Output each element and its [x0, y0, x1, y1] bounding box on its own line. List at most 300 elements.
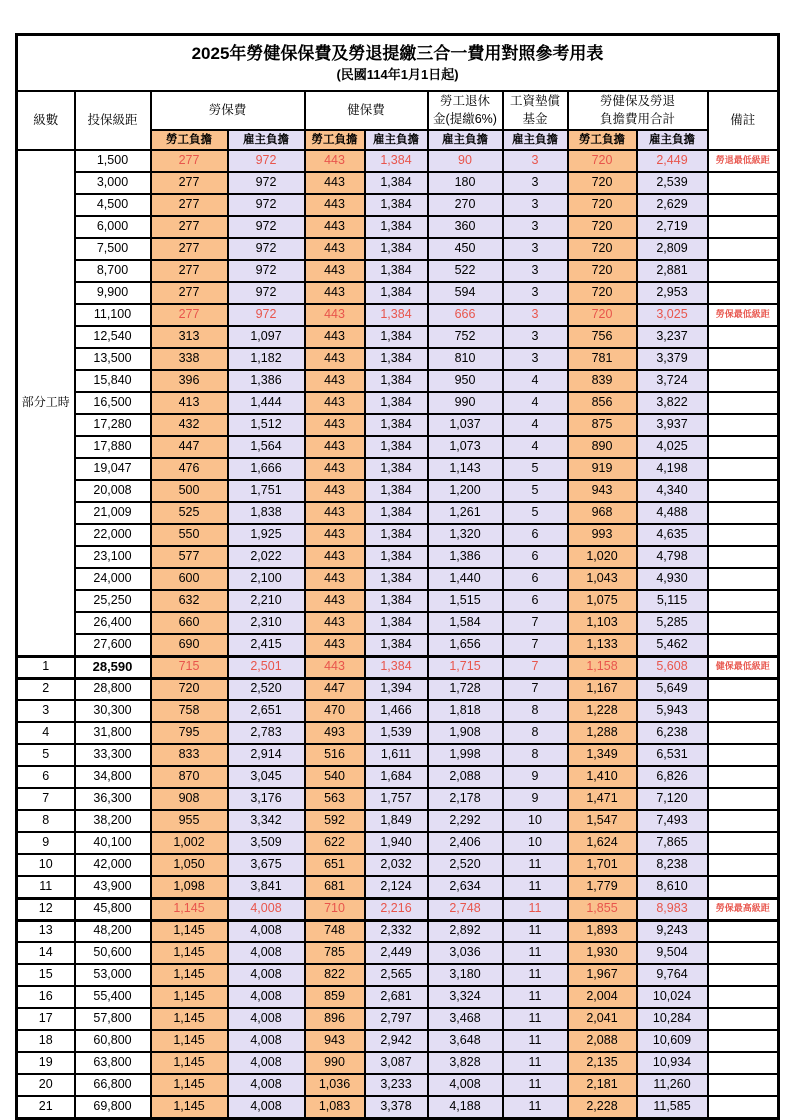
- value-cell-labor-employer: 2,914: [228, 744, 305, 766]
- value-cell-wage-fund-employer: 10: [503, 810, 568, 832]
- value-cell-wage-fund-employer: 11: [503, 898, 568, 920]
- value-cell-total-employer: 2,629: [637, 194, 708, 216]
- value-cell-pension-employer: 1,818: [428, 700, 503, 722]
- table-row: [17, 194, 779, 216]
- remark-cell: [708, 392, 779, 414]
- value-cell-total-employer: 4,930: [637, 568, 708, 590]
- value-cell-total-employee: 1,158: [568, 656, 637, 678]
- bracket-cell: 26,400: [75, 612, 151, 634]
- value-cell-total-employer: 11,585: [637, 1096, 708, 1118]
- value-cell-pension-employer: 752: [428, 326, 503, 348]
- value-cell-pension-employer: 4,188: [428, 1096, 503, 1118]
- value-cell-labor-employee: 1,145: [151, 964, 228, 986]
- value-cell-labor-employer: 972: [228, 282, 305, 304]
- value-cell-wage-fund-employer: 11: [503, 854, 568, 876]
- value-cell-health-employer: 3,233: [365, 1074, 428, 1096]
- bracket-cell: 42,000: [75, 854, 151, 876]
- remark-cell: [708, 1074, 779, 1096]
- value-cell-total-employee: 720: [568, 172, 637, 194]
- value-cell-pension-employer: 3,180: [428, 964, 503, 986]
- level-cell: 1: [17, 656, 75, 678]
- table-body: [17, 150, 779, 1118]
- value-cell-labor-employer: 972: [228, 194, 305, 216]
- value-cell-labor-employer: 1,097: [228, 326, 305, 348]
- value-cell-labor-employee: 758: [151, 700, 228, 722]
- remark-cell: [708, 634, 779, 656]
- value-cell-labor-employer: 3,176: [228, 788, 305, 810]
- value-cell-labor-employee: 277: [151, 282, 228, 304]
- value-cell-labor-employer: 3,342: [228, 810, 305, 832]
- value-cell-total-employee: 993: [568, 524, 637, 546]
- remark-cell: [708, 546, 779, 568]
- level-cell: 4: [17, 722, 75, 744]
- value-cell-labor-employee: 447: [151, 436, 228, 458]
- wage-fund-label-line2: 基金: [522, 111, 548, 126]
- value-cell-labor-employee: 955: [151, 810, 228, 832]
- value-cell-labor-employee: 338: [151, 348, 228, 370]
- level-cell: 21: [17, 1096, 75, 1118]
- value-cell-health-employee: 710: [305, 898, 365, 920]
- value-cell-total-employee: 1,228: [568, 700, 637, 722]
- remark-cell: [708, 854, 779, 876]
- table-row: [17, 502, 779, 524]
- value-cell-health-employee: 443: [305, 194, 365, 216]
- subheader-total-employer: 雇主負擔: [637, 130, 708, 150]
- value-cell-total-employer: 2,539: [637, 172, 708, 194]
- level-cell: 5: [17, 744, 75, 766]
- value-cell-total-employee: 1,779: [568, 876, 637, 898]
- value-cell-wage-fund-employer: 11: [503, 964, 568, 986]
- remark-cell: [708, 1052, 779, 1074]
- value-cell-total-employee: 1,410: [568, 766, 637, 788]
- remark-cell: [708, 216, 779, 238]
- remark-cell: [708, 194, 779, 216]
- value-cell-total-employee: 720: [568, 150, 637, 172]
- value-cell-labor-employer: 972: [228, 304, 305, 326]
- value-cell-wage-fund-employer: 3: [503, 282, 568, 304]
- value-cell-health-employee: 563: [305, 788, 365, 810]
- value-cell-health-employer: 1,757: [365, 788, 428, 810]
- value-cell-labor-employee: 795: [151, 722, 228, 744]
- value-cell-labor-employer: 1,564: [228, 436, 305, 458]
- value-cell-wage-fund-employer: 11: [503, 986, 568, 1008]
- value-cell-labor-employee: 1,145: [151, 942, 228, 964]
- table-row: [17, 458, 779, 480]
- value-cell-total-employer: 4,635: [637, 524, 708, 546]
- bracket-cell: 36,300: [75, 788, 151, 810]
- value-cell-pension-employer: 2,292: [428, 810, 503, 832]
- table-row: [17, 700, 779, 722]
- value-cell-wage-fund-employer: 9: [503, 788, 568, 810]
- bracket-cell: 20,008: [75, 480, 151, 502]
- bracket-cell: 34,800: [75, 766, 151, 788]
- value-cell-health-employee: 443: [305, 282, 365, 304]
- table-row: [17, 414, 779, 436]
- value-cell-wage-fund-employer: 7: [503, 634, 568, 656]
- value-cell-health-employer: 1,384: [365, 414, 428, 436]
- bracket-cell: 27,600: [75, 634, 151, 656]
- remark-cell: 健保最低級距: [708, 656, 779, 678]
- value-cell-total-employee: 1,547: [568, 810, 637, 832]
- value-cell-pension-employer: 2,520: [428, 854, 503, 876]
- value-cell-labor-employer: 972: [228, 150, 305, 172]
- value-cell-health-employer: 1,384: [365, 370, 428, 392]
- value-cell-labor-employer: 3,045: [228, 766, 305, 788]
- value-cell-total-employer: 5,608: [637, 656, 708, 678]
- value-cell-total-employer: 10,284: [637, 1008, 708, 1030]
- value-cell-pension-employer: 1,715: [428, 656, 503, 678]
- remark-cell: [708, 282, 779, 304]
- value-cell-labor-employer: 4,008: [228, 1052, 305, 1074]
- value-cell-health-employee: 443: [305, 436, 365, 458]
- value-cell-labor-employee: 1,050: [151, 854, 228, 876]
- value-cell-total-employee: 1,701: [568, 854, 637, 876]
- value-cell-health-employee: 443: [305, 304, 365, 326]
- value-cell-total-employer: 11,260: [637, 1074, 708, 1096]
- value-cell-labor-employer: 1,838: [228, 502, 305, 524]
- value-cell-health-employer: 1,684: [365, 766, 428, 788]
- bracket-cell: 43,900: [75, 876, 151, 898]
- table-row: [17, 238, 779, 260]
- subheader-pension-employer: 雇主負擔: [428, 130, 503, 150]
- value-cell-health-employee: 443: [305, 216, 365, 238]
- remark-cell: [708, 942, 779, 964]
- bracket-cell: 6,000: [75, 216, 151, 238]
- value-cell-labor-employer: 972: [228, 172, 305, 194]
- remark-cell: [708, 766, 779, 788]
- table-row: [17, 392, 779, 414]
- value-cell-health-employee: 651: [305, 854, 365, 876]
- bracket-cell: 17,880: [75, 436, 151, 458]
- level-cell: 15: [17, 964, 75, 986]
- value-cell-health-employer: 1,384: [365, 568, 428, 590]
- value-cell-total-employee: 2,088: [568, 1030, 637, 1052]
- value-cell-health-employer: 2,942: [365, 1030, 428, 1052]
- value-cell-total-employer: 5,943: [637, 700, 708, 722]
- table-row: [17, 1096, 779, 1118]
- value-cell-total-employee: 1,167: [568, 678, 637, 700]
- subheader-health-employee: 勞工負擔: [305, 130, 365, 150]
- remark-cell: [708, 744, 779, 766]
- col-header-health-insurance: 健保費: [305, 91, 428, 130]
- value-cell-wage-fund-employer: 11: [503, 1030, 568, 1052]
- bracket-cell: 12,540: [75, 326, 151, 348]
- value-cell-health-employee: 785: [305, 942, 365, 964]
- bracket-cell: 24,000: [75, 568, 151, 590]
- remark-cell: [708, 502, 779, 524]
- value-cell-total-employee: 1,893: [568, 920, 637, 942]
- remark-cell: [708, 1008, 779, 1030]
- bracket-cell: 63,800: [75, 1052, 151, 1074]
- bracket-cell: 28,590: [75, 656, 151, 678]
- table-row: [17, 216, 779, 238]
- bracket-cell: 3,000: [75, 172, 151, 194]
- table-row: [17, 304, 779, 326]
- value-cell-labor-employee: 277: [151, 260, 228, 282]
- value-cell-labor-employee: 432: [151, 414, 228, 436]
- level-cell: 11: [17, 876, 75, 898]
- value-cell-health-employee: 443: [305, 546, 365, 568]
- value-cell-labor-employer: 2,310: [228, 612, 305, 634]
- value-cell-labor-employer: 4,008: [228, 1030, 305, 1052]
- value-cell-labor-employer: 1,512: [228, 414, 305, 436]
- remark-cell: [708, 832, 779, 854]
- value-cell-labor-employer: 4,008: [228, 1096, 305, 1118]
- table-row: [17, 722, 779, 744]
- value-cell-health-employee: 540: [305, 766, 365, 788]
- value-cell-health-employer: 2,565: [365, 964, 428, 986]
- value-cell-total-employee: 781: [568, 348, 637, 370]
- value-cell-labor-employee: 1,098: [151, 876, 228, 898]
- value-cell-labor-employer: 2,415: [228, 634, 305, 656]
- value-cell-wage-fund-employer: 11: [503, 1008, 568, 1030]
- value-cell-total-employee: 968: [568, 502, 637, 524]
- remark-cell: [708, 436, 779, 458]
- value-cell-wage-fund-employer: 11: [503, 1096, 568, 1118]
- value-cell-pension-employer: 3,468: [428, 1008, 503, 1030]
- value-cell-pension-employer: 270: [428, 194, 503, 216]
- value-cell-wage-fund-employer: 8: [503, 744, 568, 766]
- value-cell-health-employee: 443: [305, 480, 365, 502]
- value-cell-labor-employee: 1,145: [151, 1008, 228, 1030]
- value-cell-health-employer: 1,384: [365, 326, 428, 348]
- value-cell-wage-fund-employer: 5: [503, 458, 568, 480]
- value-cell-health-employer: 1,384: [365, 238, 428, 260]
- value-cell-health-employer: 1,384: [365, 656, 428, 678]
- value-cell-wage-fund-employer: 10: [503, 832, 568, 854]
- value-cell-wage-fund-employer: 11: [503, 920, 568, 942]
- table-row: [17, 568, 779, 590]
- col-header-pension: [428, 91, 503, 130]
- value-cell-total-employer: 3,025: [637, 304, 708, 326]
- value-cell-health-employer: 1,384: [365, 216, 428, 238]
- remark-cell: [708, 678, 779, 700]
- value-cell-total-employer: 10,609: [637, 1030, 708, 1052]
- value-cell-total-employee: 756: [568, 326, 637, 348]
- table-row: [17, 964, 779, 986]
- value-cell-health-employee: 443: [305, 634, 365, 656]
- value-cell-labor-employee: 1,145: [151, 898, 228, 920]
- value-cell-wage-fund-employer: 3: [503, 150, 568, 172]
- bracket-cell: 25,250: [75, 590, 151, 612]
- value-cell-health-employer: 2,124: [365, 876, 428, 898]
- value-cell-total-employer: 9,504: [637, 942, 708, 964]
- value-cell-wage-fund-employer: 9: [503, 766, 568, 788]
- remark-cell: [708, 920, 779, 942]
- remark-cell: 勞保最高級距: [708, 898, 779, 920]
- value-cell-health-employee: 443: [305, 260, 365, 282]
- value-cell-health-employer: 1,384: [365, 524, 428, 546]
- value-cell-health-employer: 2,681: [365, 986, 428, 1008]
- value-cell-health-employee: 622: [305, 832, 365, 854]
- value-cell-total-employer: 5,462: [637, 634, 708, 656]
- level-cell: 16: [17, 986, 75, 1008]
- bracket-cell: 48,200: [75, 920, 151, 942]
- value-cell-pension-employer: 2,892: [428, 920, 503, 942]
- bracket-cell: 40,100: [75, 832, 151, 854]
- value-cell-labor-employer: 4,008: [228, 986, 305, 1008]
- value-cell-pension-employer: 90: [428, 150, 503, 172]
- value-cell-health-employer: 2,216: [365, 898, 428, 920]
- value-cell-health-employee: 443: [305, 568, 365, 590]
- level-cell: 20: [17, 1074, 75, 1096]
- value-cell-health-employee: 443: [305, 238, 365, 260]
- value-cell-pension-employer: 450: [428, 238, 503, 260]
- remark-cell: [708, 326, 779, 348]
- value-cell-labor-employee: 870: [151, 766, 228, 788]
- value-cell-total-employer: 4,340: [637, 480, 708, 502]
- table-row: [17, 766, 779, 788]
- level-cell: 13: [17, 920, 75, 942]
- value-cell-wage-fund-employer: 8: [503, 722, 568, 744]
- value-cell-total-employer: 5,285: [637, 612, 708, 634]
- bracket-cell: 13,500: [75, 348, 151, 370]
- page-subtitle: (民國114年1月1日起): [336, 66, 459, 82]
- value-cell-health-employee: 443: [305, 612, 365, 634]
- value-cell-pension-employer: 1,440: [428, 568, 503, 590]
- value-cell-total-employer: 4,025: [637, 436, 708, 458]
- value-cell-health-employer: 1,384: [365, 260, 428, 282]
- value-cell-total-employee: 943: [568, 480, 637, 502]
- remark-cell: [708, 458, 779, 480]
- value-cell-total-employee: 1,349: [568, 744, 637, 766]
- value-cell-labor-employee: 277: [151, 172, 228, 194]
- value-cell-labor-employer: 2,022: [228, 546, 305, 568]
- value-cell-health-employee: 443: [305, 172, 365, 194]
- value-cell-labor-employee: 1,145: [151, 1030, 228, 1052]
- value-cell-labor-employee: 1,002: [151, 832, 228, 854]
- value-cell-labor-employee: 550: [151, 524, 228, 546]
- col-header-total: [568, 91, 708, 130]
- remark-cell: [708, 172, 779, 194]
- value-cell-health-employee: 443: [305, 502, 365, 524]
- value-cell-total-employer: 7,493: [637, 810, 708, 832]
- value-cell-pension-employer: 1,261: [428, 502, 503, 524]
- bracket-cell: 21,009: [75, 502, 151, 524]
- value-cell-health-employee: 443: [305, 392, 365, 414]
- remark-cell: [708, 810, 779, 832]
- value-cell-labor-employer: 4,008: [228, 920, 305, 942]
- value-cell-pension-employer: 1,656: [428, 634, 503, 656]
- value-cell-pension-employer: 3,324: [428, 986, 503, 1008]
- value-cell-health-employee: 443: [305, 656, 365, 678]
- total-label-line2: 負擔費用合計: [599, 111, 675, 126]
- header-row-groups: [17, 91, 779, 130]
- level-cell: 6: [17, 766, 75, 788]
- value-cell-health-employee: 943: [305, 1030, 365, 1052]
- level-cell: 17: [17, 1008, 75, 1030]
- value-cell-total-employer: 3,237: [637, 326, 708, 348]
- value-cell-labor-employer: 3,841: [228, 876, 305, 898]
- table-row: [17, 942, 779, 964]
- remark-cell: [708, 414, 779, 436]
- value-cell-health-employee: 443: [305, 524, 365, 546]
- value-cell-total-employer: 6,238: [637, 722, 708, 744]
- value-cell-pension-employer: 1,728: [428, 678, 503, 700]
- value-cell-total-employer: 3,724: [637, 370, 708, 392]
- value-cell-health-employer: 1,384: [365, 172, 428, 194]
- remark-cell: [708, 1096, 779, 1118]
- bracket-cell: 23,100: [75, 546, 151, 568]
- value-cell-health-employee: 748: [305, 920, 365, 942]
- value-cell-labor-employee: 525: [151, 502, 228, 524]
- value-cell-wage-fund-employer: 6: [503, 568, 568, 590]
- table-row: [17, 370, 779, 392]
- value-cell-wage-fund-employer: 6: [503, 546, 568, 568]
- value-cell-pension-employer: 990: [428, 392, 503, 414]
- bracket-cell: 8,700: [75, 260, 151, 282]
- fee-comparison-table: [15, 33, 780, 1120]
- value-cell-total-employer: 2,953: [637, 282, 708, 304]
- subheader-labor-employer: 雇主負擔: [228, 130, 305, 150]
- value-cell-total-employee: 1,471: [568, 788, 637, 810]
- value-cell-health-employer: 1,384: [365, 150, 428, 172]
- value-cell-total-employer: 9,243: [637, 920, 708, 942]
- value-cell-health-employer: 1,384: [365, 348, 428, 370]
- value-cell-labor-employee: 277: [151, 150, 228, 172]
- value-cell-labor-employer: 4,008: [228, 1008, 305, 1030]
- value-cell-labor-employer: 1,751: [228, 480, 305, 502]
- table-row: [17, 986, 779, 1008]
- value-cell-wage-fund-employer: 11: [503, 876, 568, 898]
- bracket-cell: 33,300: [75, 744, 151, 766]
- value-cell-labor-employee: 1,145: [151, 1052, 228, 1074]
- value-cell-health-employee: 443: [305, 414, 365, 436]
- value-cell-wage-fund-employer: 7: [503, 612, 568, 634]
- value-cell-labor-employer: 1,925: [228, 524, 305, 546]
- value-cell-labor-employee: 908: [151, 788, 228, 810]
- value-cell-pension-employer: 180: [428, 172, 503, 194]
- table-row: [17, 920, 779, 942]
- table-row: [17, 612, 779, 634]
- value-cell-labor-employee: 577: [151, 546, 228, 568]
- value-cell-total-employer: 8,610: [637, 876, 708, 898]
- value-cell-health-employer: 1,539: [365, 722, 428, 744]
- total-label-line1: 勞健保及勞退: [599, 94, 675, 108]
- subheader-health-employer: 雇主負擔: [365, 130, 428, 150]
- value-cell-health-employer: 3,087: [365, 1052, 428, 1074]
- bracket-cell: 30,300: [75, 700, 151, 722]
- value-cell-total-employee: 1,133: [568, 634, 637, 656]
- value-cell-wage-fund-employer: 3: [503, 172, 568, 194]
- value-cell-health-employer: 1,611: [365, 744, 428, 766]
- value-cell-wage-fund-employer: 6: [503, 524, 568, 546]
- value-cell-wage-fund-employer: 6: [503, 590, 568, 612]
- remark-cell: [708, 568, 779, 590]
- value-cell-pension-employer: 2,088: [428, 766, 503, 788]
- value-cell-total-employee: 720: [568, 260, 637, 282]
- value-cell-labor-employee: 277: [151, 194, 228, 216]
- level-cell: 8: [17, 810, 75, 832]
- level-cell: 14: [17, 942, 75, 964]
- value-cell-health-employer: 2,797: [365, 1008, 428, 1030]
- page-title: 2025年勞健保保費及勞退提繳三合一費用對照參考用表: [191, 44, 604, 64]
- level-cell: 2: [17, 678, 75, 700]
- value-cell-labor-employer: 2,783: [228, 722, 305, 744]
- value-cell-labor-employer: 1,666: [228, 458, 305, 480]
- bracket-cell: 53,000: [75, 964, 151, 986]
- level-cell: 9: [17, 832, 75, 854]
- value-cell-wage-fund-employer: 3: [503, 238, 568, 260]
- value-cell-labor-employee: 1,145: [151, 920, 228, 942]
- value-cell-labor-employee: 600: [151, 568, 228, 590]
- table-row: [17, 1030, 779, 1052]
- value-cell-health-employee: 443: [305, 348, 365, 370]
- value-cell-health-employee: 443: [305, 590, 365, 612]
- value-cell-total-employee: 1,075: [568, 590, 637, 612]
- value-cell-pension-employer: 666: [428, 304, 503, 326]
- value-cell-total-employer: 3,379: [637, 348, 708, 370]
